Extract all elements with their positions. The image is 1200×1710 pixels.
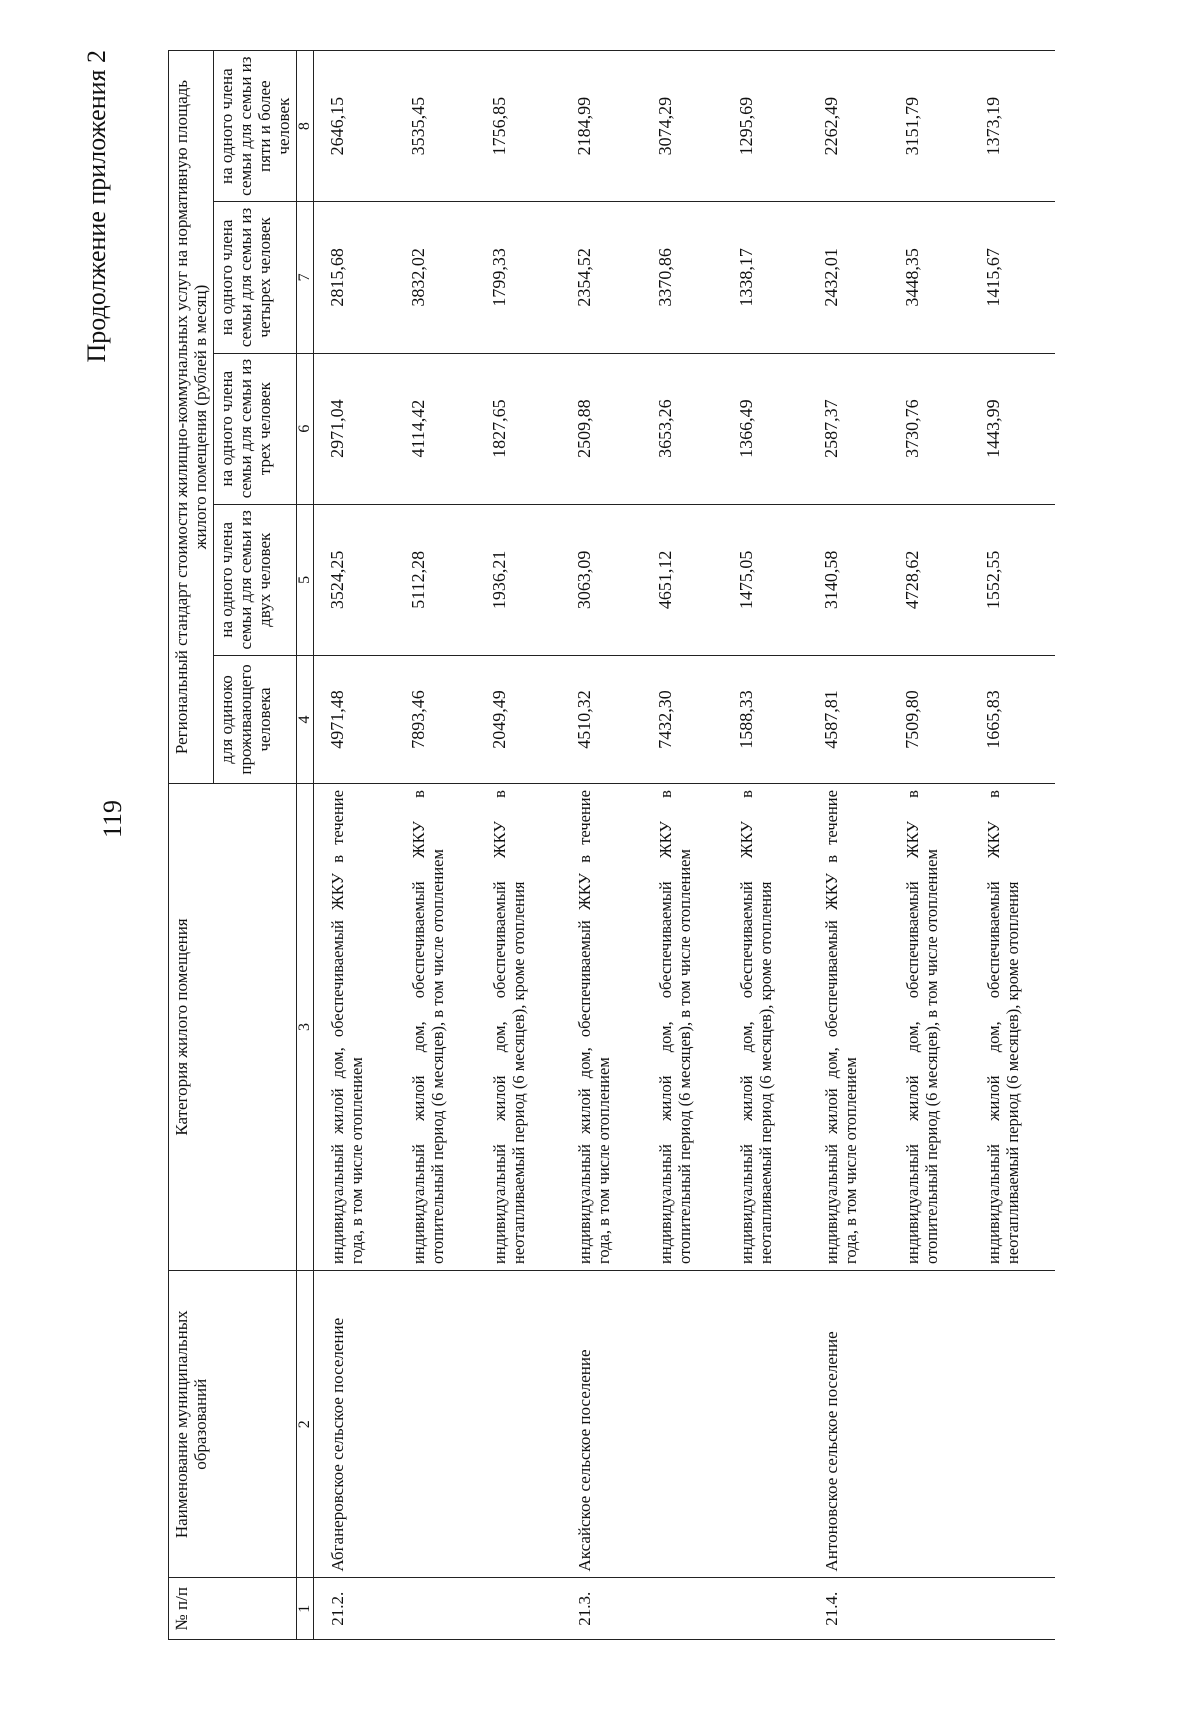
value-family-4: 2815,68 bbox=[314, 202, 400, 353]
header-standard-group: Региональный стандарт стоимости жилищно-коммунальных услуг на нормативную площадь жилого помещения (рублей в месяц) bbox=[169, 51, 214, 784]
row-number: 21.4. bbox=[808, 1578, 893, 1640]
municipality-name bbox=[480, 1270, 561, 1578]
housing-category: индивидуальный жилой дом, обеспечиваемый ЖКУ в отопительный период (6 месяцев), в том числе отоплением bbox=[399, 784, 480, 1271]
value-single: 7509,80 bbox=[893, 655, 974, 783]
value-family-2: 1552,55 bbox=[974, 504, 1055, 655]
value-family-3: 3730,76 bbox=[893, 353, 974, 504]
value-family-2: 3140,58 bbox=[808, 504, 893, 655]
header-num: № п/п bbox=[169, 1578, 297, 1640]
value-single: 4510,32 bbox=[561, 655, 646, 783]
row-number: 21.3. bbox=[561, 1578, 646, 1640]
municipality-name: Аксайское сельское поселение bbox=[561, 1270, 646, 1578]
value-single: 1588,33 bbox=[727, 655, 808, 783]
municipality-name bbox=[399, 1270, 480, 1578]
value-family-2: 3524,25 bbox=[314, 504, 400, 655]
municipality-name: Абганеровское сельское поселение bbox=[314, 1270, 400, 1578]
header-category: Категория жилого помещения bbox=[169, 784, 297, 1271]
header-municipality: Наименование муниципальных образований bbox=[169, 1270, 297, 1578]
value-family-3: 1443,99 bbox=[974, 353, 1055, 504]
header-sub-1: для одиноко проживающего человека bbox=[214, 655, 297, 783]
column-index: 7 bbox=[297, 202, 314, 353]
value-family-4: 2354,52 bbox=[561, 202, 646, 353]
value-family-5plus: 2262,49 bbox=[808, 51, 893, 202]
table-row bbox=[727, 51, 808, 1640]
value-family-4: 1799,33 bbox=[480, 202, 561, 353]
row-number: 21.2. bbox=[314, 1578, 400, 1640]
value-family-5plus: 1756,85 bbox=[480, 51, 561, 202]
column-index: 2 bbox=[297, 1270, 314, 1578]
row-number bbox=[480, 1578, 561, 1640]
column-index: 1 bbox=[297, 1578, 314, 1640]
housing-category: индивидуальный жилой дом, обеспечиваемый ЖКУ в течение года, в том числе отоплением bbox=[561, 784, 646, 1271]
table-row bbox=[646, 51, 727, 1640]
municipality-name bbox=[893, 1270, 974, 1578]
header-sub-5: на одного члена семьи для семьи из пяти и более человек bbox=[214, 51, 297, 202]
housing-category: индивидуальный жилой дом, обеспечиваемый ЖКУ в неотапливаемый период (6 месяцев), кроме отопления bbox=[974, 784, 1055, 1271]
housing-category: индивидуальный жилой дом, обеспечиваемый ЖКУ в отопительный период (6 месяцев), в том числе отоплением bbox=[893, 784, 974, 1271]
row-number bbox=[893, 1578, 974, 1640]
value-family-2: 1936,21 bbox=[480, 504, 561, 655]
housing-category: индивидуальный жилой дом, обеспечиваемый ЖКУ в течение года, в том числе отоплением bbox=[314, 784, 400, 1271]
value-family-5plus: 3151,79 bbox=[893, 51, 974, 202]
value-family-5plus: 1295,69 bbox=[727, 51, 808, 202]
value-family-3: 3653,26 bbox=[646, 353, 727, 504]
housing-category: индивидуальный жилой дом, обеспечиваемый ЖКУ в неотапливаемый период (6 месяцев), кроме отопления bbox=[727, 784, 808, 1271]
table-row bbox=[399, 51, 480, 1640]
housing-standards-table bbox=[168, 50, 1055, 1640]
row-number bbox=[974, 1578, 1055, 1640]
municipality-name bbox=[646, 1270, 727, 1578]
value-family-5plus: 3074,29 bbox=[646, 51, 727, 202]
value-family-3: 2587,37 bbox=[808, 353, 893, 504]
housing-category: индивидуальный жилой дом, обеспечиваемый ЖКУ в неотапливаемый период (6 месяцев), кроме отопления bbox=[480, 784, 561, 1271]
table-row bbox=[974, 51, 1055, 1640]
value-single: 2049,49 bbox=[480, 655, 561, 783]
appendix-caption: Продолжение приложения 2 bbox=[82, 50, 111, 363]
value-family-3: 2971,04 bbox=[314, 353, 400, 504]
column-index: 4 bbox=[297, 655, 314, 783]
table-row bbox=[480, 51, 561, 1640]
value-family-2: 4651,12 bbox=[646, 504, 727, 655]
value-family-5plus: 3535,45 bbox=[399, 51, 480, 202]
table-row bbox=[561, 51, 646, 1640]
value-single: 1665,83 bbox=[974, 655, 1055, 783]
municipality-name: Антоновское сельское поселение bbox=[808, 1270, 893, 1578]
municipality-name bbox=[974, 1270, 1055, 1578]
value-family-2: 4728,62 bbox=[893, 504, 974, 655]
table-row bbox=[893, 51, 974, 1640]
column-index: 5 bbox=[297, 504, 314, 655]
table-row bbox=[314, 51, 400, 1640]
value-single: 4587,81 bbox=[808, 655, 893, 783]
value-family-3: 2509,88 bbox=[561, 353, 646, 504]
header-sub-2: на одного члена семьи для семьи из двух человек bbox=[214, 504, 297, 655]
value-family-4: 3448,35 bbox=[893, 202, 974, 353]
value-family-4: 1338,17 bbox=[727, 202, 808, 353]
value-family-5plus: 2184,99 bbox=[561, 51, 646, 202]
header-sub-3: на одного члена семьи для семьи из трех человек bbox=[214, 353, 297, 504]
value-single: 4971,48 bbox=[314, 655, 400, 783]
municipality-name bbox=[727, 1270, 808, 1578]
column-index: 3 bbox=[297, 784, 314, 1271]
value-family-2: 3063,09 bbox=[561, 504, 646, 655]
column-index: 6 bbox=[297, 353, 314, 504]
value-family-2: 1475,05 bbox=[727, 504, 808, 655]
header-sub-4: на одного члена семьи для семьи из четырех человек bbox=[214, 202, 297, 353]
value-family-5plus: 2646,15 bbox=[314, 51, 400, 202]
table-row bbox=[808, 51, 893, 1640]
value-family-3: 4114,42 bbox=[399, 353, 480, 504]
value-family-4: 3370,86 bbox=[646, 202, 727, 353]
value-family-3: 1827,65 bbox=[480, 353, 561, 504]
column-index: 8 bbox=[297, 51, 314, 202]
housing-category: индивидуальный жилой дом, обеспечиваемый ЖКУ в отопительный период (6 месяцев), в том числе отоплением bbox=[646, 784, 727, 1271]
housing-category: индивидуальный жилой дом, обеспечиваемый ЖКУ в течение года, в том числе отоплением bbox=[808, 784, 893, 1271]
row-number bbox=[399, 1578, 480, 1640]
page-number: 119 bbox=[98, 799, 127, 838]
value-single: 7893,46 bbox=[399, 655, 480, 783]
value-family-4: 3832,02 bbox=[399, 202, 480, 353]
value-family-4: 1415,67 bbox=[974, 202, 1055, 353]
value-family-2: 5112,28 bbox=[399, 504, 480, 655]
value-family-4: 2432,01 bbox=[808, 202, 893, 353]
value-family-3: 1366,49 bbox=[727, 353, 808, 504]
row-number bbox=[646, 1578, 727, 1640]
row-number bbox=[727, 1578, 808, 1640]
value-family-5plus: 1373,19 bbox=[974, 51, 1055, 202]
value-single: 7432,30 bbox=[646, 655, 727, 783]
